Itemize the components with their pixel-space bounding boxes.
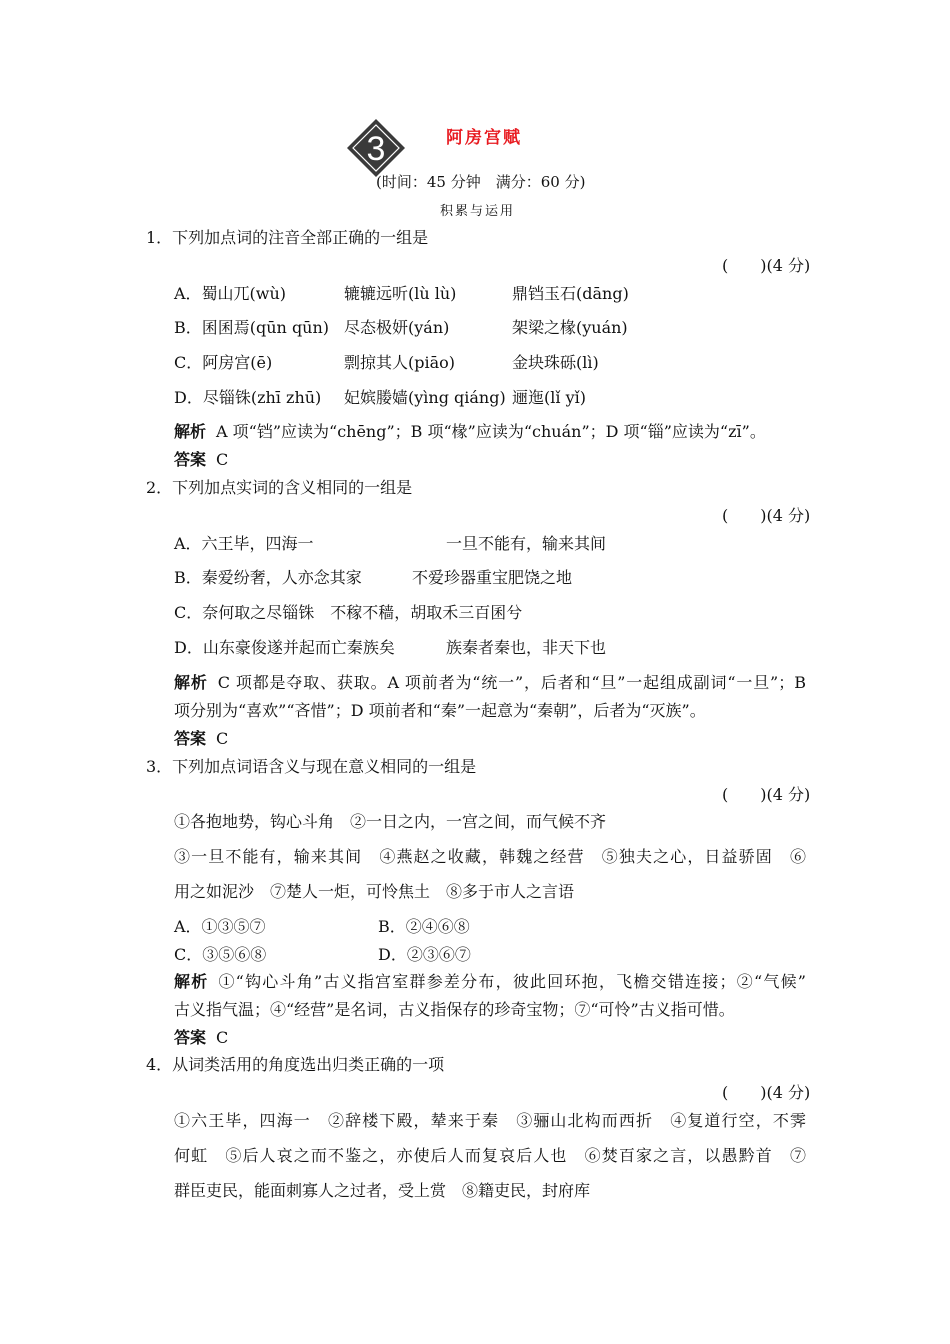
q2-row-d-col1: D．山东豪俊遂并起而亡秦族矣 [174, 638, 395, 657]
badge-number: 3 [366, 130, 386, 168]
page-title: 阿房宫赋 [446, 128, 522, 148]
q1-score: ( )(4 分) [722, 256, 811, 275]
q4-items-line3: 群臣吏民，能面刺寡人之过者，受上赏 ⑧籍吏民，封府库 [174, 1181, 591, 1200]
analysis-label: 解析 [174, 673, 208, 692]
analysis-label: 解析 [174, 972, 209, 991]
q1-row-d-col2: 妃嫔媵嫱(yìng qiáng) [344, 388, 506, 407]
q1-row-b-col2: 尽态极妍(yán) [344, 318, 450, 337]
q1-row-a-col3: 鼎铛玉石(dāng) [512, 284, 629, 303]
q3-analysis-line2: 古义指气温；④“经营”是名词，古义指保存的珍奇宝物；⑦“可怜”古义指可惜。 [174, 1000, 735, 1019]
q4-items-line1: ①六王毕，四海一 ②辞楼下殿，辇来于秦 ③骊山北构而西折 ④复道行空，不霁 [174, 1111, 806, 1130]
q2-stem: 2．下列加点实词的含义相同的一组是 [146, 478, 413, 497]
q1-row-c-col2: 剽掠其人(piāo) [344, 353, 456, 372]
analysis-label: 解析 [174, 422, 207, 441]
lesson-number-badge [346, 118, 406, 178]
q3-answer-value: C [216, 1028, 229, 1047]
q3-analysis-text-1: ①“钩心斗角”古义指宫室群参差分布，彼此回环抱，飞檐交错连接；②“气候” [218, 972, 806, 991]
q2-row-b-col2: 不爱珍器重宝肥饶之地 [412, 568, 573, 587]
q4-items-line2: 何虹 ⑤后人哀之而不鉴之，亦使后人而复哀后人也 ⑥焚百家之言，以愚黔首 ⑦ [174, 1146, 806, 1165]
q1-answer-value: C [216, 450, 229, 469]
q2-row-c: C．奈何取之尽锱铢 不稼不穑，胡取禾三百囷兮 [174, 603, 523, 622]
q1-row-a-col2: 辘辘远听(lù lù) [344, 284, 457, 303]
q1-row-c-col3: 金块珠砾(lì) [512, 353, 599, 372]
answer-label: 答案 [174, 1028, 207, 1047]
q2-analysis-text-1: C 项都是夺取、获取。A 项前者为“统一”，后者和“旦”一起组成副词“一旦”；B [217, 673, 806, 692]
section-heading: 积累与运用 [440, 204, 516, 219]
q3-option-c: C．③⑤⑥⑧ [174, 945, 267, 964]
q3-answer [174, 1028, 228, 1048]
q2-row-a-col1: A．六王毕，四海一 [174, 534, 314, 553]
q2-analysis-line1 [174, 673, 806, 693]
answer-label: 答案 [174, 450, 207, 469]
q3-stem: 3．下列加点词语含义与现在意义相同的一组是 [146, 757, 477, 776]
q2-row-d-col2: 族秦者秦也，非天下也 [446, 638, 607, 657]
q4-score: ( )(4 分) [722, 1083, 811, 1102]
q1-row-d-col1: D．尽锱铢(zhī zhū) [174, 388, 322, 407]
q1-row-b-col3: 架梁之椽(yuán) [512, 318, 628, 337]
q1-row-c-col1: C．阿房宫(ē) [174, 353, 273, 372]
time-info: (时间：45 分钟 满分：60 分) [376, 173, 586, 191]
q3-option-b: B．②④⑥⑧ [378, 917, 470, 936]
q3-option-a: A．①③⑤⑦ [174, 917, 266, 936]
q1-row-b-col1: B．囷囷焉(qūn qūn) [174, 318, 330, 337]
q3-items-line3: 用之如泥沙 ⑦楚人一炬，可怜焦土 ⑧多于市人之言语 [174, 882, 575, 901]
q1-stem: 1．下列加点词的注音全部正确的一组是 [146, 228, 429, 247]
q2-analysis-line2: 项分别为“喜欢”“吝惜”；D 项前者和“秦”一起意为“秦朝”，后者为“灭族”。 [174, 701, 706, 720]
q1-row-d-col3: 逦迤(lǐ yǐ) [512, 388, 586, 407]
q1-answer [174, 450, 228, 470]
q3-analysis-line1 [174, 972, 806, 992]
q2-answer-value: C [216, 729, 229, 748]
q4-stem: 4．从词类活用的角度选出归类正确的一项 [146, 1055, 445, 1074]
q1-analysis [174, 422, 766, 442]
q3-score: ( )(4 分) [722, 785, 811, 804]
q3-items-line2: ③一旦不能有，输来其间 ④燕赵之收藏，韩魏之经营 ⑤独夫之心，日益骄固 ⑥ [174, 847, 806, 866]
q3-option-d: D．②③⑥⑦ [378, 945, 471, 964]
q1-analysis-text: A 项“铛”应读为“chēng”；B 项“椽”应读为“chuán”；D 项“锱”应读为“zī”。 [216, 422, 766, 441]
q2-row-b-col1: B．秦爱纷奢，人亦念其家 [174, 568, 362, 587]
q2-score: ( )(4 分) [722, 506, 811, 525]
q2-answer [174, 729, 228, 749]
q3-items-line1: ①各抱地势，钩心斗角 ②一日之内，一宫之间，而气候不齐 [174, 812, 607, 831]
answer-label: 答案 [174, 729, 207, 748]
q1-row-a-col1: A．蜀山兀(wù) [174, 284, 287, 303]
q2-row-a-col2: 一旦不能有，输来其间 [446, 534, 607, 553]
